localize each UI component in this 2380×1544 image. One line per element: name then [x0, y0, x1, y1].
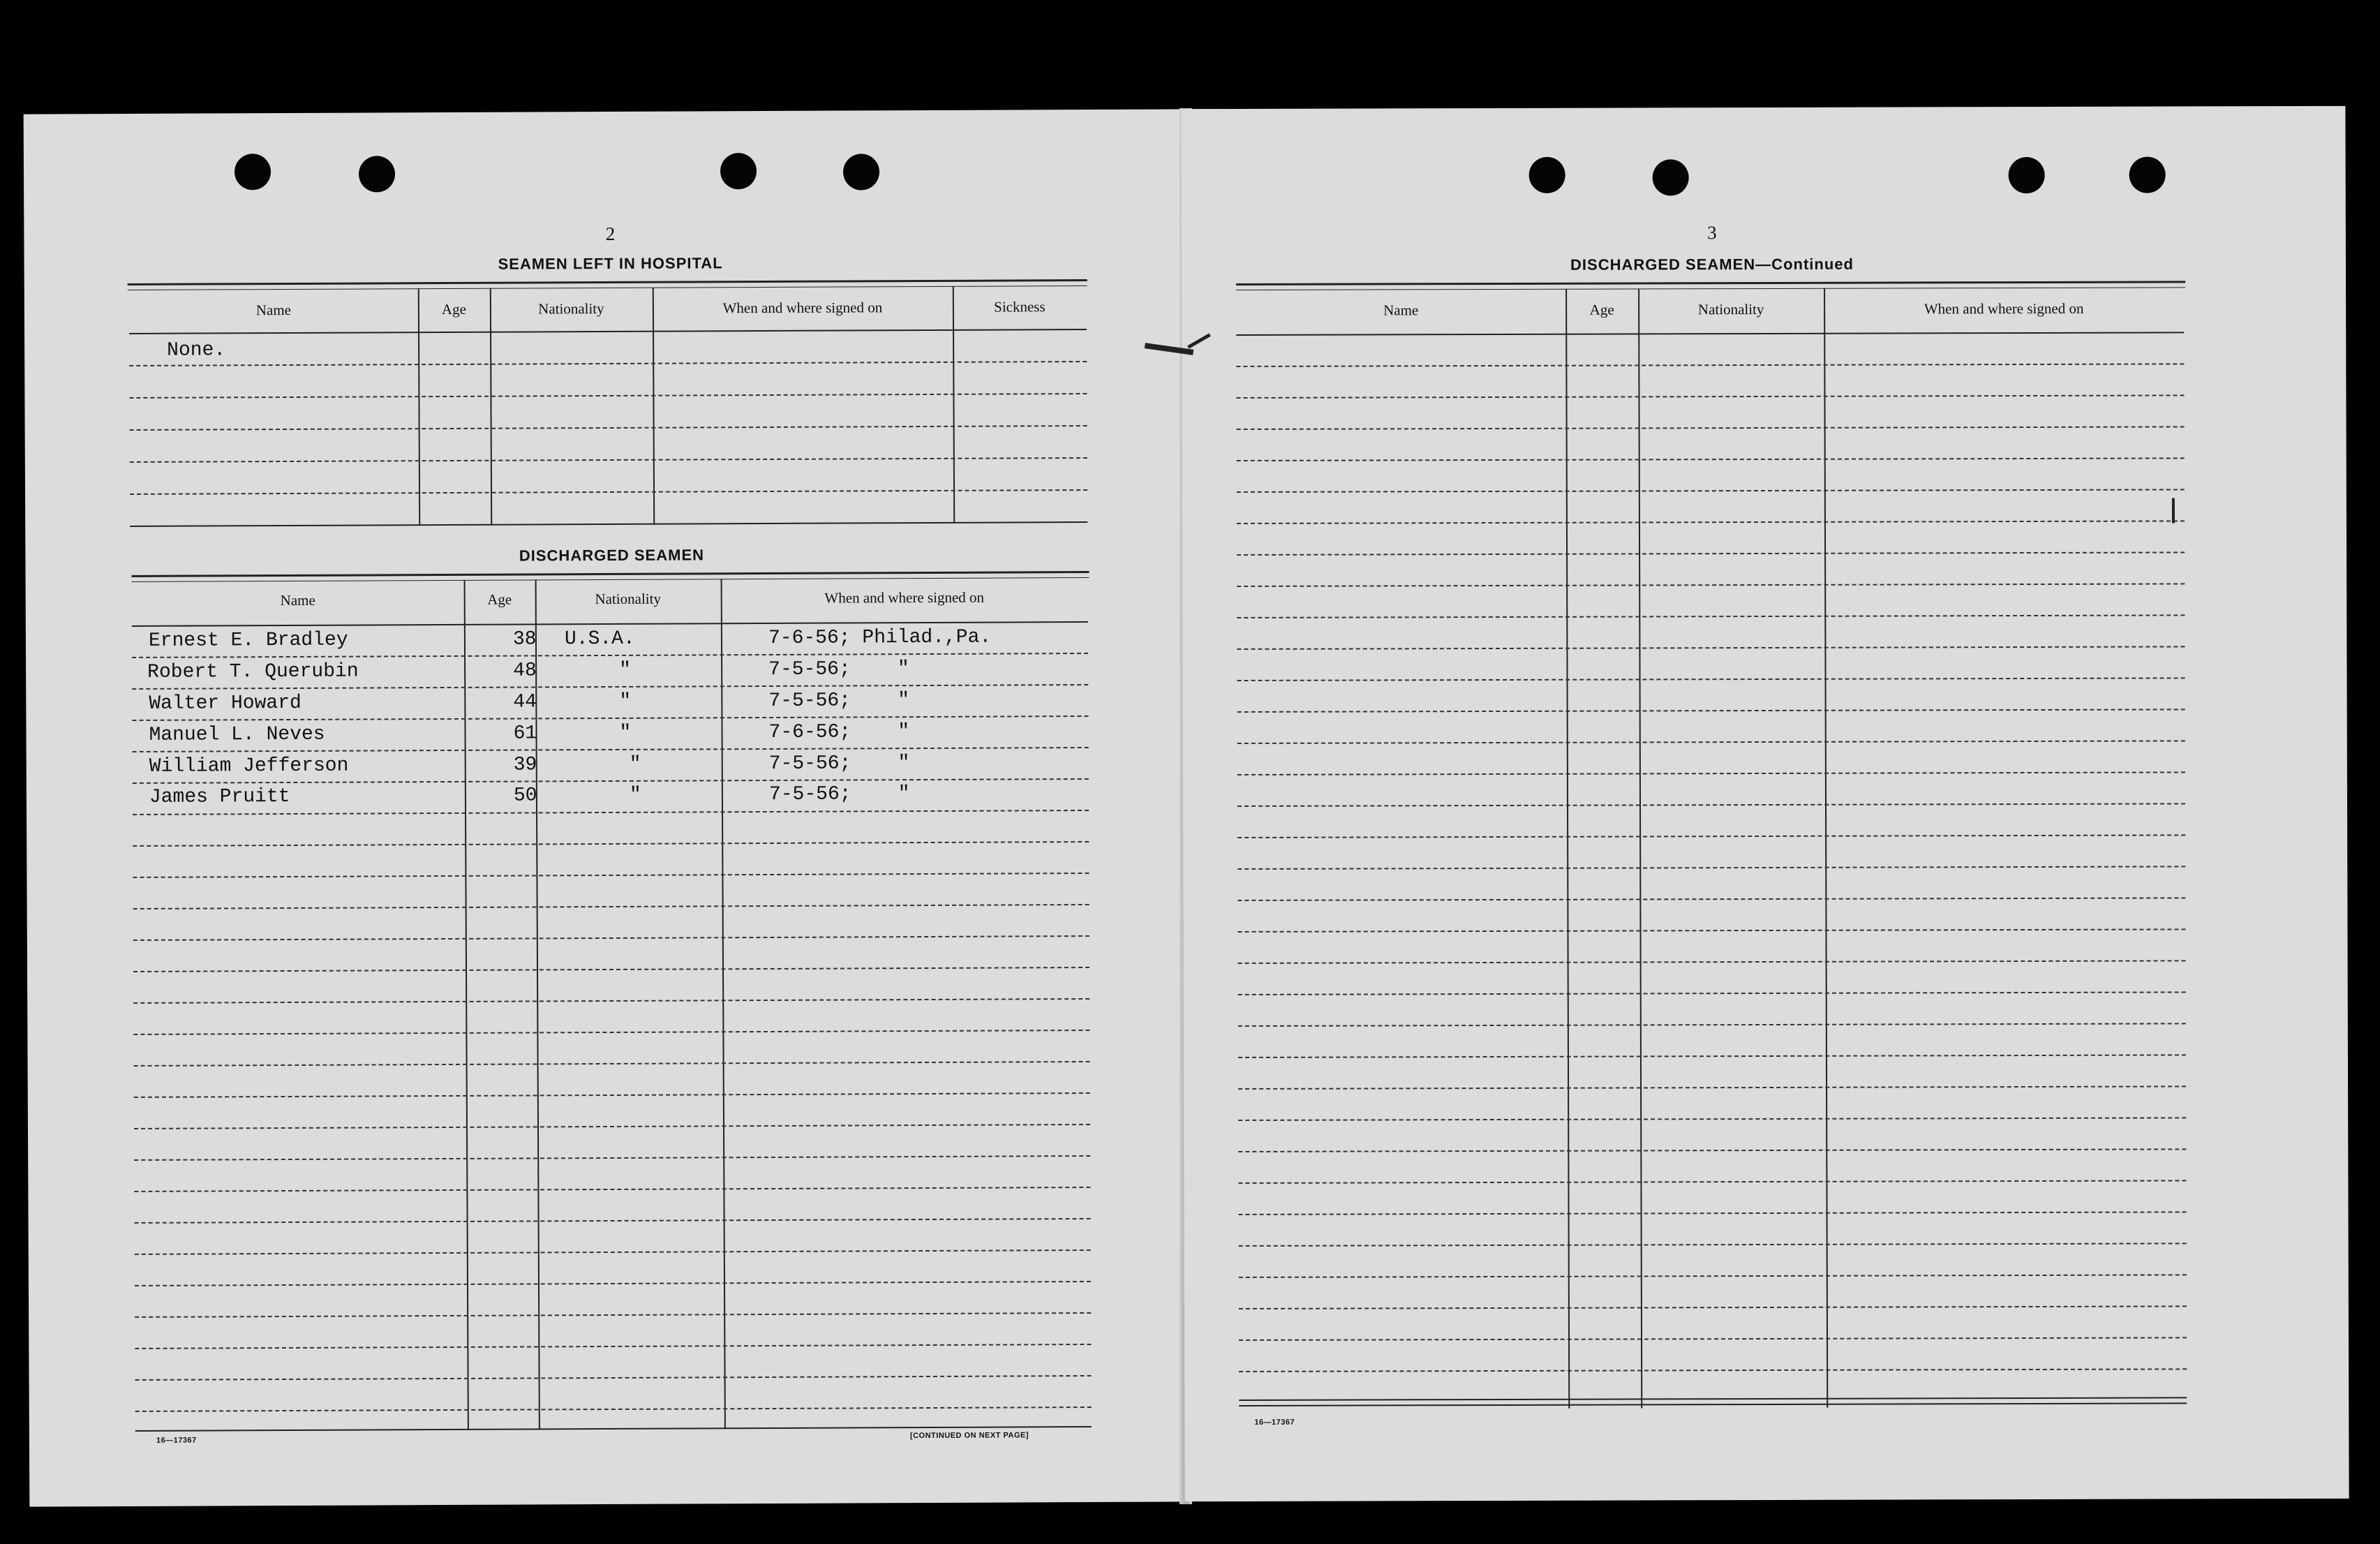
- column-header-name: Name: [1383, 302, 1419, 319]
- table-row: [132, 689, 1088, 721]
- column-header-age: Age: [487, 591, 512, 608]
- continued-note: [CONTINUED ON NEXT PAGE]: [909, 1431, 1029, 1441]
- seaman-nationality: ": [619, 722, 632, 744]
- seaman-nationality: ": [619, 690, 632, 713]
- seaman-signed-on: 7-5-56; ": [768, 658, 909, 681]
- seaman-name: James Pruitt: [149, 785, 290, 808]
- punch-hole: [2009, 157, 2045, 193]
- column-header-signed-on: When and where signed on: [1924, 299, 2084, 318]
- discharged-section-title: DISCHARGED SEAMEN: [519, 546, 705, 565]
- column-header-age: Age: [1589, 301, 1614, 318]
- table-row: [132, 720, 1088, 752]
- punch-hole: [720, 153, 757, 189]
- pen-mark: [2172, 498, 2175, 523]
- table-row: [133, 782, 1089, 815]
- seaman-signed-on: 7-6-56; ": [768, 721, 910, 743]
- seaman-nationality: ": [619, 659, 632, 681]
- page-number: 2: [605, 223, 616, 245]
- seaman-age: 48: [513, 660, 537, 682]
- seaman-name: Robert T. Querubin: [147, 660, 359, 683]
- hospital-table: [129, 285, 1087, 527]
- discharged-continued-table: [1236, 287, 2187, 1409]
- punch-hole: [843, 154, 879, 190]
- seaman-age: 61: [513, 722, 537, 745]
- seaman-nationality: ": [629, 753, 641, 775]
- table-row: [132, 658, 1088, 690]
- punch-hole: [235, 154, 271, 190]
- seaman-age: 44: [513, 691, 537, 713]
- seaman-name: William Jefferson: [149, 755, 349, 778]
- seaman-signed-on: 7-5-56; ": [768, 752, 910, 775]
- form-code: 16—17367: [156, 1436, 197, 1445]
- page-number: 3: [1707, 222, 1717, 244]
- seaman-signed-on: 7-5-56; ": [768, 690, 910, 712]
- column-header-signed-on: When and where signed on: [722, 299, 883, 317]
- seaman-name: Ernest E. Bradley: [148, 629, 348, 652]
- punch-hole: [1653, 159, 1689, 195]
- punch-hole: [1529, 157, 1565, 193]
- seaman-nationality: ": [629, 784, 641, 806]
- column-header-nationality: Nationality: [595, 590, 661, 608]
- form-code: 16—17367: [1254, 1418, 1295, 1427]
- column-header-nationality: Nationality: [538, 300, 604, 318]
- discharged-continued-title: DISCHARGED SEAMEN—Continued: [1570, 255, 1854, 274]
- column-header-name: Name: [255, 301, 292, 319]
- discharged-table: [132, 577, 1092, 1432]
- column-header-name: Name: [280, 591, 315, 609]
- column-header-sickness: Sickness: [994, 298, 1046, 316]
- column-header-signed-on: When and where signed on: [824, 588, 985, 607]
- punch-hole: [2129, 156, 2166, 193]
- seaman-age: 38: [512, 628, 537, 651]
- seaman-age: 50: [513, 785, 537, 807]
- left-page: [24, 109, 1192, 1506]
- hospital-section-title: SEAMEN LEFT IN HOSPITAL: [498, 254, 723, 273]
- column-header-age: Age: [441, 300, 466, 318]
- seaman-name: Walter Howard: [149, 692, 302, 715]
- seaman-signed-on: 7-6-56; Philad.,Pa.: [768, 626, 992, 649]
- table-row: [133, 752, 1089, 784]
- table-row: [132, 626, 1088, 658]
- seaman-signed-on: 7-5-56; ": [768, 783, 910, 806]
- seaman-nationality: U.S.A.: [564, 628, 635, 651]
- seaman-age: 39: [513, 754, 537, 776]
- seaman-name: Manuel L. Neves: [149, 723, 325, 746]
- right-page: [1181, 106, 2349, 1501]
- hospital-entry: None.: [167, 339, 226, 362]
- column-header-nationality: Nationality: [1697, 301, 1764, 318]
- punch-hole: [359, 156, 395, 192]
